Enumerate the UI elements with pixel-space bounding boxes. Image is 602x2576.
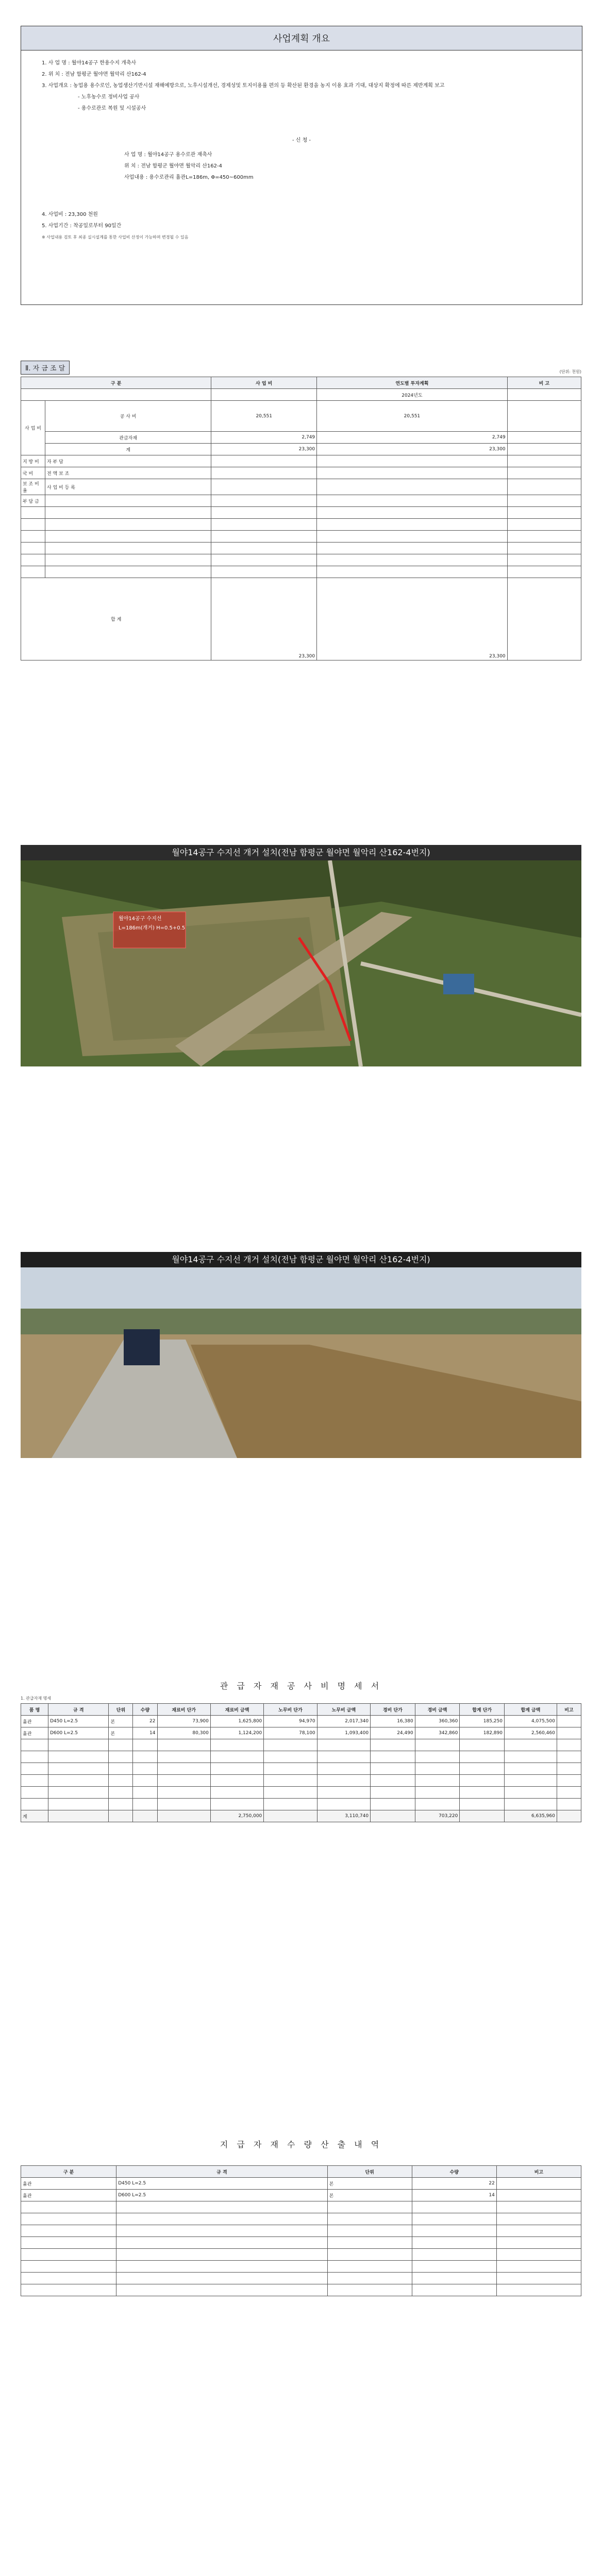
material-title: 관 급 자 재 공 사 비 명 세 서 (220, 1681, 382, 1691)
supply-page (0, 2097, 602, 2458)
table-row: 흄관 D600 L=2.5 본 14 80,300 1,124,200 78,100 1,093,400 24,490 342,860 182,890 2,560,460 (21, 1727, 581, 1739)
budget-page (0, 319, 602, 783)
plan-row: 3. 사업개요 : 농업용 용수로인, 농업생산기반시설 재해예방으로, 노후시설개선, 경제성및 토지이용률 편의 등 확산된 환경을 농지 이용 효과 기대, 대상지 확정에 따른 제반계획 보고 (42, 83, 445, 89)
plan-page (0, 26, 602, 314)
budget-table: 구 분 사 업 비 연도별 투자계획 비 고 2024년도 사 업 비 공 사 비 20,551 20,551 관급자재 2,749 2,749 계 23,300 23,300 지 방 비 자 부 담 국 비 전 액 보 조 보 조 비 율 사 업 비 등 록 부 담 금 합 계 23,300 23,300 (21, 377, 581, 660)
applicant-row: 사 업 명 : 월야14공구 용수로관 재축사 (124, 152, 212, 158)
material-table: 품 명 규 격 단위 수량 재료비 단가 재료비 금액 노무비 단가 노무비 금액 경비 단가 경비 금액 합계 단가 합계 금액 비고 흄관 D450 L=2.5 본 22 73,900 1,625,800 94,970 2,017,340 16,380 360,360 185,250 4,075,500 흄관 D600 L=2.5 본 14 80,300 1,124,200 78,100 1,093,400 24,490 342,860 182,890 2,560,460 계 2,750,000 3,110,740 703,220 6,635,960 (21, 1703, 581, 1822)
documents-page (0, 2566, 602, 2576)
plan-row: 1. 사 업 명 : 월야14공구 한용수지 개축사 (42, 60, 137, 66)
site-image (21, 1267, 581, 1458)
material-page (0, 1618, 602, 2020)
plan-row: - 용수로관로 복원 및 시설공사 (78, 106, 146, 111)
aerial-tag: 월야14공구 수지선 L=186m(개거) H=0.5+0.5 (119, 916, 186, 931)
material-note: 1. 관급자재 명세 (21, 1696, 52, 1701)
table-row: 흄관 D600 L=2.5 본 14 (21, 2190, 581, 2201)
plan-note: ※ 사업내용 검토 후 최종 실시설계를 통한 사업비 산정이 가능하며 변경될 수 있음 (42, 235, 189, 240)
truck (124, 1329, 160, 1365)
supply-title: 지 급 자 재 수 량 산 출 내 역 (220, 2140, 382, 2149)
applicant-row: 위 치 : 전남 함평군 월야면 월악리 산162-4 (124, 163, 222, 169)
budget-title: Ⅱ. 자 금 조 달 (21, 361, 70, 375)
period-row: 5. 사업기간 : 착공일로부터 90일간 (42, 223, 122, 229)
site-caption: 월야14공구 수지선 개거 설치(전남 함평군 월야면 월악리 산162-4번지) (21, 1252, 581, 1267)
table-row: 흄관 D450 L=2.5 본 22 (21, 2178, 581, 2190)
budget-unit: (단위: 천원) (559, 369, 581, 374)
plan-row: - 노후농수로 정비사업 공사 (78, 94, 140, 100)
aerial-caption: 월야14공구 수지선 개거 설치(전남 함평군 월야면 월악리 산162-4번지) (21, 845, 581, 860)
budget-row: 4. 사업비 : 23,300 천원 (42, 212, 98, 217)
aerial-photo (21, 845, 581, 1066)
applicant-row: 사업내용 : 용수로관리 흄관L=186m, Φ=450~600mm (124, 175, 254, 180)
table-row: 흄관 D450 L=2.5 본 22 73,900 1,625,800 94,970 2,017,340 16,380 360,360 185,250 4,075,500 (21, 1716, 581, 1727)
plan-title: 사업계획 개요 (21, 26, 582, 50)
table-total-row: 계 2,750,000 3,110,740 703,220 6,635,960 (21, 1810, 581, 1822)
supply-table: 구 분 규 격 단위 수량 비고 흄관 D450 L=2.5 본 22 흄관 D600 L=2.5 본 14 (21, 2165, 581, 2296)
plan-row: 2. 위 치 : 전남 함평군 월야면 월악리 산162-4 (42, 72, 146, 77)
site-photo (21, 1252, 581, 1458)
site-photo-page (0, 1221, 602, 1571)
aerial-photo-page (0, 809, 602, 1221)
plan-sheet (21, 26, 582, 305)
applicant-title: - 신 청 - (292, 138, 311, 143)
aerial-image (21, 860, 581, 1066)
